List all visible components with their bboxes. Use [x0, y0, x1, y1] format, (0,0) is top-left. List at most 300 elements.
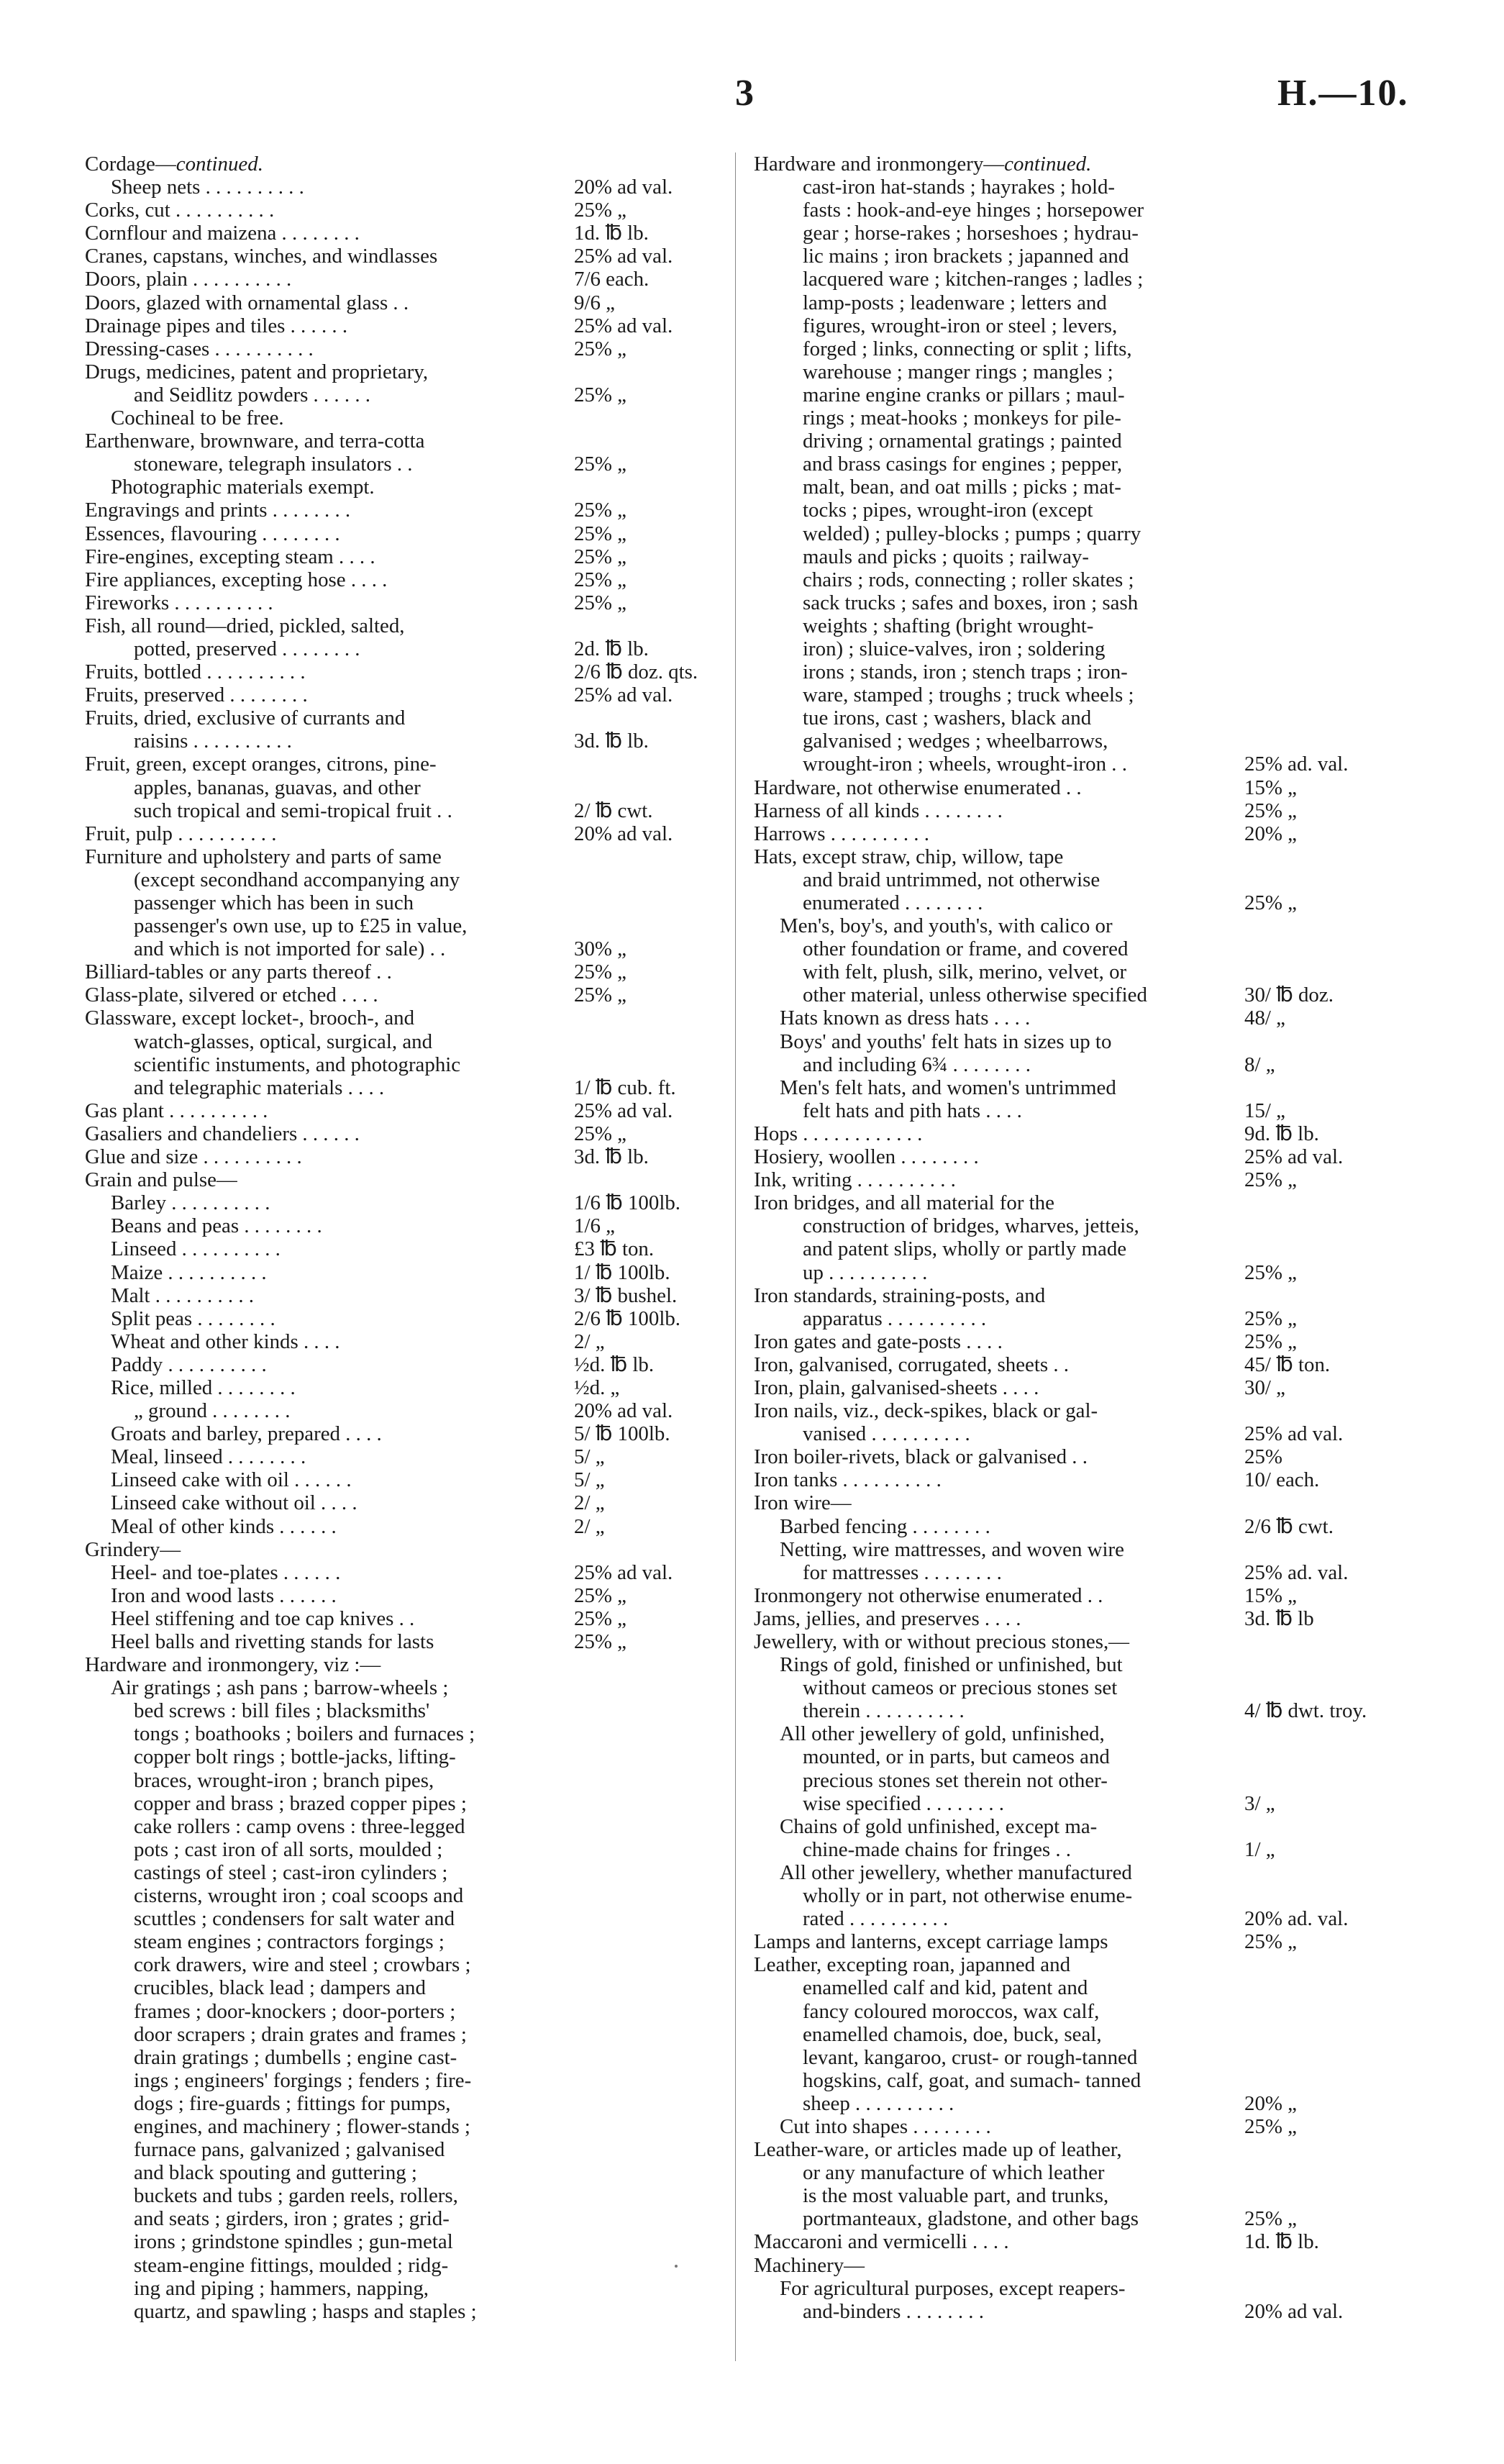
item-description: enamelled calf and kid, patent and [803, 1976, 1088, 2000]
tariff-line [85, 1861, 718, 1884]
duty-rate: 25% „ [1244, 1329, 1298, 1353]
item-description: Doors, glazed with ornamental glass . . [85, 291, 409, 314]
duty-rate: 25% „ [574, 1583, 627, 1607]
item-description: Boys' and youths' felt hats in sizes up to [780, 1029, 1112, 1053]
duty-rate: 3d. ℔ lb [1244, 1606, 1314, 1630]
tariff-line [85, 1976, 718, 1999]
tariff-line [85, 960, 718, 983]
tariff-line [85, 1191, 718, 1214]
duty-rate: 9/6 „ [574, 291, 615, 314]
item-description: Hosiery, woollen . . . . . . . . [754, 1145, 979, 1169]
item-description: cake rollers : camp ovens : three-legged [134, 1814, 465, 1838]
tariff-line [754, 176, 1401, 199]
item-description: and black spouting and guttering ; [134, 2161, 417, 2185]
item-description: or any manufacture of which leather [803, 2161, 1105, 2185]
duty-rate: 15/ „ [1244, 1099, 1285, 1122]
item-description: Iron standards, straining-posts, and [754, 1283, 1046, 1307]
tariff-line [754, 2277, 1401, 2300]
tariff-line [85, 1122, 718, 1145]
duty-rate: 1d. ℔ lb. [574, 222, 649, 245]
item-description: (except secondhand accompanying any [134, 868, 460, 891]
item-description: scientific instuments, and photographic [134, 1053, 461, 1076]
tariff-line [85, 1561, 718, 1584]
tariff-line [85, 1422, 718, 1445]
item-description: felt hats and pith hats . . . . [803, 1099, 1022, 1122]
duty-rate: 25% „ [1244, 799, 1298, 822]
item-description: passenger which has been in such [134, 891, 414, 914]
tariff-line [754, 429, 1401, 453]
item-description: and patent slips, wholly or partly made [803, 1237, 1127, 1261]
tariff-line [85, 2207, 718, 2230]
tariff-line [754, 706, 1401, 729]
item-description: and telegraphic materials . . . . [134, 1076, 385, 1099]
tariff-line [754, 1422, 1401, 1445]
tariff-line [754, 1561, 1401, 1584]
tariff-line [85, 868, 718, 891]
tariff-line [85, 176, 718, 199]
tariff-line [85, 199, 718, 222]
item-description: engines, and machinery ; flower-stands ; [134, 2114, 470, 2138]
duty-rate: 15% „ [1244, 776, 1298, 799]
item-description: Rings of gold, finished or unfinished, but [780, 1653, 1123, 1677]
tariff-line [85, 268, 718, 291]
tariff-line [85, 1884, 718, 1907]
duty-rate: 3/ ℔ bushel. [574, 1283, 678, 1307]
duty-rate: 20% ad val. [574, 1399, 673, 1423]
item-description: Beans and peas . . . . . . . . [111, 1214, 322, 1238]
item-description: Harness of all kinds . . . . . . . . [754, 799, 1003, 822]
item-description: lic mains ; iron brackets ; japanned and [803, 245, 1129, 268]
tariff-line [85, 2254, 718, 2277]
tariff-line [85, 729, 718, 753]
duty-rate: 25% „ [574, 1606, 627, 1630]
item-description: cisterns, wrought iron ; coal scoops and [134, 1884, 464, 1908]
item-description: irons ; stands, iron ; stench traps ; iron- [803, 660, 1128, 684]
item-description: and braid untrimmed, not otherwise [803, 868, 1100, 891]
item-description: Iron gates and gate-posts . . . . [754, 1329, 1003, 1353]
duty-rate: 25% „ [1244, 1930, 1298, 1954]
item-description: Machinery— [754, 2253, 865, 2277]
tariff-line [754, 2300, 1401, 2323]
tariff-line [85, 2023, 718, 2046]
document-reference: H.—10. [1277, 73, 1409, 114]
tariff-line [85, 2138, 718, 2161]
item-description: frames ; door-knockers ; door-porters ; [134, 1999, 456, 2023]
tariff-line [754, 2069, 1401, 2092]
item-description: Glassware, except locket-, brooch-, and [85, 1006, 415, 1030]
item-description: copper bolt rings ; bottle-jacks, lifting- [134, 1745, 456, 1769]
tariff-line [85, 1168, 718, 1191]
tariff-line [85, 383, 718, 406]
tariff-line [754, 1353, 1401, 1376]
item-description: Gas plant . . . . . . . . . . [85, 1099, 268, 1122]
tariff-line [85, 2069, 718, 2092]
duty-rate: 25% „ [1244, 1260, 1298, 1284]
tariff-line [754, 1584, 1401, 1607]
duty-rate: 5/ „ [574, 1468, 605, 1492]
tariff-line [85, 1769, 718, 1792]
duty-rate: 1/6 „ [574, 1214, 615, 1238]
item-description: ing and piping ; hammers, napping, [134, 2276, 429, 2300]
duty-rate: 2d. ℔ lb. [574, 637, 649, 660]
tariff-line [754, 1792, 1401, 1815]
tariff-line [85, 1607, 718, 1630]
tariff-line [85, 1468, 718, 1491]
tariff-line [754, 268, 1401, 291]
duty-rate: 25% „ [574, 545, 627, 568]
tariff-line [754, 776, 1401, 799]
tariff-line [754, 1376, 1401, 1399]
tariff-line [85, 1307, 718, 1330]
item-description: Iron and wood lasts . . . . . . [111, 1583, 337, 1607]
tariff-line [85, 2000, 718, 2023]
tariff-line [85, 153, 718, 176]
duty-rate: 45/ ℔ ton. [1244, 1353, 1331, 1376]
item-description: Iron nails, viz., deck-spikes, black or gal- [754, 1399, 1098, 1423]
item-description: Doors, plain . . . . . . . . . . [85, 268, 292, 291]
item-description: apples, bananas, guavas, and other [134, 776, 421, 799]
tariff-line [754, 1722, 1401, 1745]
tariff-line [754, 1861, 1401, 1884]
tariff-line [85, 1815, 718, 1838]
duty-rate: 8/ „ [1244, 1053, 1275, 1076]
item-description: hogskins, calf, goat, and sumach- tanned [803, 2068, 1141, 2092]
item-description: Fire-engines, excepting steam . . . . [85, 545, 375, 568]
duty-rate: 25% ad val. [1244, 1422, 1344, 1446]
item-description: castings of steel ; cast-iron cylinders ; [134, 1860, 448, 1884]
tariff-line [85, 937, 718, 960]
item-description: Hardware and ironmongery, viz :— [85, 1653, 381, 1677]
tariff-line [85, 1214, 718, 1237]
tariff-line [754, 337, 1401, 360]
duty-rate: 2/6 ℔ 100lb. [574, 1306, 681, 1330]
item-description: Fish, all round—dried, pickled, salted, [85, 614, 405, 637]
duty-rate: 25% „ [574, 960, 627, 984]
item-description: Grain and pulse— [85, 1168, 237, 1192]
tariff-line [754, 1399, 1401, 1422]
duty-rate: 2/6 ℔ cwt. [1244, 1514, 1334, 1538]
item-description: Billiard-tables or any parts thereof . . [85, 960, 392, 984]
duty-rate: 25% ad val. [574, 1560, 673, 1584]
tariff-line [754, 1145, 1401, 1168]
tariff-line [85, 245, 718, 268]
column-divider [735, 153, 736, 2361]
tariff-line [85, 2277, 718, 2300]
item-description: Furniture and upholstery and parts of same [85, 845, 442, 868]
item-description: fancy coloured moroccos, wax calf, [803, 1999, 1100, 2023]
tariff-line [85, 1053, 718, 1076]
duty-rate: 2/6 ℔ doz. qts. [574, 660, 698, 684]
tariff-line [85, 591, 718, 614]
tariff-line [754, 1006, 1401, 1029]
tariff-line [85, 1653, 718, 1676]
item-description: portmanteaux, gladstone, and other bags [803, 2207, 1139, 2231]
tariff-line [85, 1491, 718, 1514]
tariff-line [754, 1907, 1401, 1930]
item-description: rings ; meat-hooks ; monkeys for pile- [803, 406, 1121, 430]
item-description: precious stones set therein not other- [803, 1768, 1108, 1792]
item-description: levant, kangaroo, crust- or rough-tanned [803, 2045, 1138, 2069]
tariff-line [85, 2092, 718, 2115]
item-description: scuttles ; condensers for salt water and [134, 1907, 455, 1931]
tariff-line [85, 1376, 718, 1399]
item-description: Fruit, pulp . . . . . . . . . . [85, 822, 277, 845]
tariff-line [754, 1468, 1401, 1491]
tariff-line [754, 1122, 1401, 1145]
tariff-line [85, 1076, 718, 1099]
duty-rate: 1/ ℔ 100lb. [574, 1260, 670, 1284]
tariff-line [85, 291, 718, 314]
tariff-line [754, 591, 1401, 614]
item-description: Lamps and lanterns, except carriage lamps [754, 1930, 1108, 1954]
tariff-line [754, 1815, 1401, 1838]
tariff-line [85, 476, 718, 499]
item-description: Ironmongery not otherwise enumerated . . [754, 1583, 1103, 1607]
tariff-line [85, 753, 718, 776]
duty-rate: 1d. ℔ lb. [1244, 2230, 1319, 2254]
right-column [754, 153, 1401, 2323]
item-description: Linseed cake without oil . . . . [111, 1491, 357, 1515]
item-description: Hardware, not otherwise enumerated . . [754, 776, 1082, 799]
tariff-line [85, 1930, 718, 1953]
item-description: marine engine cranks or pillars ; maul- [803, 383, 1125, 406]
tariff-line [85, 1515, 718, 1538]
tariff-line [754, 1745, 1401, 1768]
tariff-line [85, 568, 718, 591]
tariff-line [754, 291, 1401, 314]
item-description: raisins . . . . . . . . . . [134, 729, 292, 753]
tariff-line [85, 1538, 718, 1561]
duty-rate: 20% ad val. [1244, 2299, 1344, 2323]
item-description: lacquered ware ; kitchen-ranges ; ladles ; [803, 268, 1144, 291]
item-description: Drainage pipes and tiles . . . . . . [85, 314, 348, 337]
tariff-line [754, 1191, 1401, 1214]
tariff-line [85, 1792, 718, 1815]
duty-rate: 25% „ [574, 983, 627, 1007]
duty-rate: 5/ ℔ 100lb. [574, 1422, 670, 1446]
duty-rate: 25% „ [574, 453, 627, 476]
item-description: ings ; engineers' forgings ; fenders ; fire- [134, 2068, 472, 2092]
duty-rate: 25% ad. val. [1244, 753, 1349, 776]
item-description: potted, preserved . . . . . . . . [134, 637, 360, 660]
duty-rate: 25% ad val. [574, 314, 673, 337]
item-description: Maize . . . . . . . . . . [111, 1260, 267, 1284]
item-description: bed screws : bill files ; blacksmiths' [134, 1699, 430, 1723]
item-description: buckets and tubs ; garden reels, rollers, [134, 2184, 458, 2208]
tariff-line [754, 1261, 1401, 1284]
duty-rate: 25% ad. val. [1244, 1560, 1349, 1584]
tariff-line [754, 2138, 1401, 2161]
item-description: Fruits, dried, exclusive of currants and [85, 706, 406, 730]
tariff-line [754, 1930, 1401, 1953]
item-description: up . . . . . . . . . . [803, 1260, 928, 1284]
item-description: other foundation or frame, and covered [803, 937, 1129, 961]
item-description: dogs ; fire-guards ; fittings for pumps, [134, 2091, 451, 2115]
tariff-line [85, 499, 718, 522]
tariff-line [754, 2000, 1401, 2023]
item-description: Iron, plain, galvanised-sheets . . . . [754, 1376, 1039, 1399]
item-description: and which is not imported for sale) . . [134, 937, 446, 961]
duty-rate: 2/ „ [574, 1491, 605, 1515]
item-description: cast-iron hat-stands ; hayrakes ; hold- [803, 176, 1116, 199]
tariff-line [85, 822, 718, 845]
item-description: without cameos or precious stones set [803, 1676, 1118, 1700]
item-description: tue irons, cast ; washers, black and [803, 706, 1092, 730]
tariff-line [754, 1099, 1401, 1122]
tariff-line [85, 706, 718, 729]
tariff-line [754, 1053, 1401, 1076]
tariff-line [754, 614, 1401, 637]
tariff-line [754, 1653, 1401, 1676]
duty-rate: 3d. ℔ lb. [574, 729, 649, 753]
item-description: Split peas . . . . . . . . [111, 1306, 275, 1330]
duty-rate: 1/6 ℔ 100lb. [574, 1191, 681, 1215]
tariff-line [754, 1607, 1401, 1630]
item-description: Groats and barley, prepared . . . . [111, 1422, 382, 1446]
duty-rate: 25% „ [574, 337, 627, 360]
item-description: chine-made chains for fringes . . [803, 1837, 1072, 1861]
tariff-line [85, 983, 718, 1006]
item-description: tocks ; pipes, wrought-iron (except [803, 499, 1093, 522]
item-description: Rice, milled . . . . . . . . [111, 1376, 296, 1399]
tariff-line [85, 2161, 718, 2184]
item-description: Iron boiler-rivets, black or galvanised . . [754, 1445, 1088, 1469]
item-description: Ink, writing . . . . . . . . . . [754, 1168, 956, 1192]
tariff-line [85, 1399, 718, 1422]
tariff-line [85, 1445, 718, 1468]
item-description: and Seidlitz powders . . . . . . [134, 383, 370, 406]
tariff-line [754, 1237, 1401, 1260]
tariff-line [754, 799, 1401, 822]
tariff-line [754, 960, 1401, 983]
item-description: enumerated . . . . . . . . [803, 891, 983, 914]
tariff-line [754, 1030, 1401, 1053]
tariff-line [754, 522, 1401, 545]
duty-rate: ½d. „ [574, 1376, 620, 1399]
tariff-line [85, 2115, 718, 2138]
item-description: Essences, flavouring . . . . . . . . [85, 522, 340, 545]
item-description: Heel- and toe-plates . . . . . . [111, 1560, 341, 1584]
tariff-line [85, 683, 718, 706]
tariff-line [754, 2207, 1401, 2230]
tariff-line [85, 776, 718, 799]
item-description: Drugs, medicines, patent and proprietary, [85, 360, 429, 383]
tariff-line [85, 914, 718, 937]
tariff-line [754, 683, 1401, 706]
item-description: drain gratings ; dumbells ; engine cast- [134, 2045, 457, 2069]
item-description: construction of bridges, wharves, jetteis, [803, 1214, 1139, 1238]
item-description: weights ; shafting (bright wrought- [803, 614, 1094, 637]
tariff-line [85, 1907, 718, 1930]
tariff-line [85, 406, 718, 429]
item-description: is the most valuable part, and trunks, [803, 2184, 1109, 2208]
tariff-line [754, 2023, 1401, 2046]
tariff-line [85, 1722, 718, 1745]
duty-rate: 25% „ [574, 1630, 627, 1653]
item-description: Jams, jellies, and preserves . . . . [754, 1606, 1021, 1630]
item-description: mauls and picks ; quoits ; railway- [803, 545, 1089, 568]
duty-rate: 1/ „ [1244, 1837, 1275, 1861]
item-description: Paddy . . . . . . . . . . [111, 1353, 267, 1376]
tariff-line [754, 729, 1401, 753]
tariff-line [754, 1307, 1401, 1330]
item-description: therein . . . . . . . . . . [803, 1699, 965, 1723]
item-description: quartz, and spawling ; hasps and staples ; [134, 2299, 477, 2323]
item-description: such tropical and semi-tropical fruit . . [134, 799, 452, 822]
item-description: Gasaliers and chandeliers . . . . . . [85, 1122, 360, 1145]
item-description: Sheep nets . . . . . . . . . . [111, 176, 304, 199]
tariff-line [754, 2161, 1401, 2184]
tariff-line [754, 476, 1401, 499]
item-description: vanised . . . . . . . . . . [803, 1422, 970, 1446]
tariff-line [85, 453, 718, 476]
tariff-line [754, 1445, 1401, 1468]
item-description: Linseed cake with oil . . . . . . [111, 1468, 352, 1492]
item-description: cork drawers, wire and steel ; crowbars ; [134, 1953, 471, 1977]
tariff-line [85, 1676, 718, 1699]
tariff-line [85, 1353, 718, 1376]
duty-rate: 9d. ℔ lb. [1244, 1122, 1319, 1145]
tariff-line [85, 2300, 718, 2323]
item-description: Cranes, capstans, winches, and windlasses [85, 245, 438, 268]
page-number: 3 [735, 73, 754, 114]
duty-rate: 25% „ [574, 1122, 627, 1145]
item-description: Meal of other kinds . . . . . . [111, 1514, 337, 1538]
item-description: forged ; links, connecting or split ; lifts, [803, 337, 1132, 360]
tariff-line [85, 1584, 718, 1607]
item-description: irons ; grindstone spindles ; gun-metal [134, 2230, 453, 2254]
duty-rate: 3/ „ [1244, 1791, 1275, 1815]
duty-rate: 25% ad val. [1244, 1145, 1344, 1169]
item-description: Cochineal to be free. [111, 406, 284, 430]
duty-rate: 10/ each. [1244, 1468, 1320, 1492]
item-description: and seats ; girders, iron ; grates ; grid- [134, 2207, 450, 2231]
item-description: Air gratings ; ash pans ; barrow-wheels ; [111, 1676, 449, 1700]
item-description: copper and brass ; brazed copper pipes ; [134, 1791, 467, 1815]
duty-rate: ½d. ℔ lb. [574, 1353, 655, 1376]
duty-rate: £3 ℔ ton. [574, 1237, 655, 1261]
tariff-line [754, 568, 1401, 591]
tariff-line [85, 1237, 718, 1260]
item-description: Fireworks . . . . . . . . . . [85, 591, 273, 614]
item-description: Barley . . . . . . . . . . [111, 1191, 270, 1215]
item-description: crucibles, black lead ; dampers and [134, 1976, 426, 2000]
tariff-line [85, 845, 718, 868]
duty-rate: 30/ „ [1244, 1376, 1285, 1399]
tariff-line [85, 2046, 718, 2069]
item-description: „ ground . . . . . . . . [134, 1399, 291, 1423]
tariff-line [754, 1330, 1401, 1353]
tariff-line [85, 522, 718, 545]
tariff-line [754, 845, 1401, 868]
duty-rate: 25% „ [574, 591, 627, 614]
item-description: and-binders . . . . . . . . [803, 2299, 984, 2323]
duty-rate: 20% „ [1244, 2091, 1298, 2115]
item-description: Photographic materials exempt. [111, 476, 375, 499]
item-description: pots ; cast iron of all sorts, moulded ; [134, 1837, 443, 1861]
item-description: Corks, cut . . . . . . . . . . [85, 199, 275, 222]
item-description: Hardware and ironmongery—continued. [754, 153, 1092, 176]
item-description: wholly or in part, not otherwise enume- [803, 1884, 1133, 1908]
item-description: Iron wire— [754, 1491, 852, 1515]
tariff-line [85, 799, 718, 822]
tariff-line [754, 1676, 1401, 1699]
item-description: warehouse ; manger rings ; mangles ; [803, 360, 1113, 383]
tariff-line [754, 1168, 1401, 1191]
item-description: Fruits, bottled . . . . . . . . . . [85, 660, 306, 684]
tariff-line [754, 245, 1401, 268]
item-description: Men's felt hats, and women's untrimmed [780, 1076, 1116, 1099]
